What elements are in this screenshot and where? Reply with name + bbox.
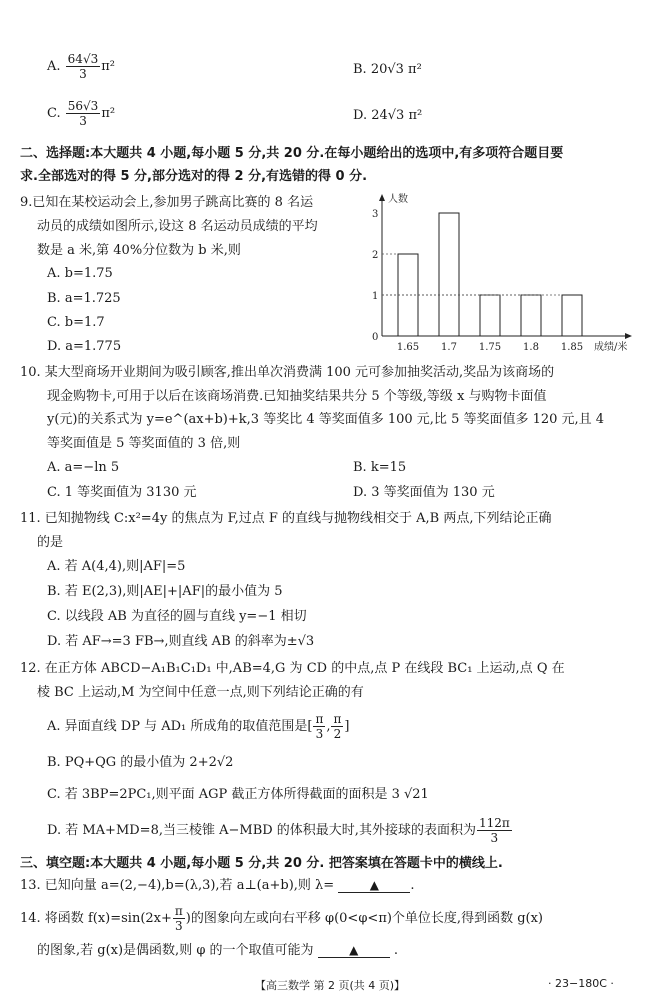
answer-blank: ▲ [318,943,390,958]
option-value: 20√3 π² [370,62,422,77]
bar [439,213,459,336]
fraction [173,904,185,933]
option-tail: π² [101,106,116,121]
fraction [313,712,325,741]
q9-option-d: D. a=1.775 [47,339,122,354]
fraction-numerator: 112π [478,816,510,830]
q9-option-b: B. a=1.725 [47,291,121,306]
y-tick-label: 2 [372,250,379,261]
x-tick-label: 1.65 [396,342,420,353]
fraction [66,99,101,128]
page-footer-code: · 23−180C · [548,977,614,990]
q9-line3: 数是 a 米,第 40%分位数为 b 米,则 [37,243,241,258]
q11-option-d: D. 若 AF→=3 FB→,则直线 AB 的斜率为±√3 [47,634,315,649]
q12-line1: 12. 在正方体 ABCD−A₁B₁C₁D₁ 中,AB=4,G 为 CD 的中点,点 P 在线段 BC₁ 上运动,点 Q 在 [20,661,565,676]
q14-line1 [20,904,543,933]
option-prev-c [47,99,115,128]
q12-option-c: C. 若 3BP=2PC₁,则平面 AGP 截正方体所得截面的面积是 3 √21 [47,787,429,802]
q10-option-b: B. k=15 [353,460,407,475]
option-text: ] [344,719,350,734]
q10-option-c: C. 1 等奖面值为 3130 元 [47,485,197,500]
x-axis-label: 成绩/米 [594,342,628,353]
option-label: D. [353,108,368,123]
bar [562,295,582,336]
q9-line1: 9.已知在某校运动会上,参加男子跳高比赛的 8 名运 [20,195,314,210]
chart-layer [372,192,632,353]
q11-option-c: C. 以线段 AB 为直径的圆与直线 y=−1 相切 [47,609,307,624]
q14-text: )的图象向左或向右平移 φ(0<φ<π)个单位长度,得到函数 g(x) [185,911,543,926]
q9-bar-chart [360,188,640,358]
q9-line2: 动员的成绩如图所示,设这 8 名运动员成绩的平均 [37,219,318,234]
option-label: A. [47,59,61,74]
option-label: C. [47,106,61,121]
option-prev-a [47,52,115,81]
x-tick-label: 1.85 [560,342,584,353]
section3-header: 三、填空题:本大题共 4 小题,每小题 5 分,共 20 分. 把答案填在答题卡中的横线上. [20,856,503,871]
option-prev-d [353,108,422,123]
option-text: A. 异面直线 DP 与 AD₁ 所成角的取值范围是[ [47,719,313,734]
q11-line1: 11. 已知抛物线 C:x²=4y 的焦点为 F,过点 F 的直线与抛物线相交于 A,B 两点,下列结论正确 [20,511,552,526]
y-tick-label: 3 [372,209,379,220]
q10-line3: y(元)的关系式为 y=e^(ax+b)+k,3 等奖比 4 等奖面值多 100 元,比 5 等奖面值多 120 元,且 4 [47,412,605,427]
fraction-denominator: 2 [333,727,342,741]
fraction [331,712,343,741]
q11-option-b: B. 若 E(2,3),则|AE|+|AF|的最小值为 5 [47,584,283,599]
q10-line1: 10. 某大型商场开业期间为吸引顾客,推出单次消费满 100 元可参加抽奖活动,奖品为该商场的 [20,365,555,380]
q14-line2 [37,940,398,961]
fraction-denominator: 3 [490,831,499,845]
q11-line2: 的是 [37,535,64,550]
q10-option-d: D. 3 等奖面值为 130 元 [353,485,495,500]
q12-option-b: B. PQ+QG 的最小值为 2+2√2 [47,755,234,770]
q12-option-a [47,712,349,741]
fraction-numerator: 56√3 [67,99,99,113]
option-text: D. 若 MA+MD=8,当三棱锥 A−MBD 的体积最大时,其外接球的表面积为 [47,823,476,838]
q13 [20,875,414,896]
y-tick-label: 0 [372,332,379,343]
q12-line2: 棱 BC 上运动,M 为空间中任意一点,则下列结论正确的有 [37,685,364,700]
separator: , [326,719,331,734]
option-tail: π² [101,59,115,74]
x-tick-label: 1.75 [478,342,502,353]
y-axis-label: 人数 [388,194,408,205]
q9-option-c: C. b=1.7 [47,315,105,330]
answer-blank: ▲ [338,878,410,893]
q10-line4: 等奖面值是 5 等奖面值的 3 倍,则 [47,436,241,451]
bar [480,295,500,336]
section2-header-line1: 二、选择题:本大题共 4 小题,每小题 5 分,共 20 分.在每小题给出的选项中,有多项符合题目要 [20,146,564,161]
fraction-numerator: π [174,904,183,918]
x-tick-label: 1.7 [441,342,457,353]
fraction-numerator: π [315,712,324,726]
option-prev-b [353,62,422,77]
y-axis-arrow [379,194,385,201]
bar [521,295,541,336]
fraction-denominator: 3 [79,114,87,128]
section2-header-line2: 求.全部选对的得 5 分,部分选对的得 2 分,有选错的得 0 分. [20,169,368,184]
q10-option-a: A. a=−ln 5 [47,460,120,475]
y-tick-label: 1 [372,291,379,302]
q9-option-a: A. b=1.75 [47,266,113,281]
page-footer-center: 【高三数学 第 2 页(共 4 页)】 [255,979,406,992]
option-value: 24√3 π² [371,108,423,123]
fraction-denominator: 3 [315,727,324,741]
q14-end: . [393,943,398,958]
q14-text: 的图象,若 g(x)是偶函数,则 φ 的一个取值可能为 [37,943,314,958]
fraction [477,816,512,845]
x-tick-label: 1.8 [523,342,539,353]
fraction [66,52,101,81]
x-axis-arrow [625,333,632,339]
fraction-denominator: 3 [79,67,87,81]
q11-option-a: A. 若 A(4,4),则|AF|=5 [47,559,186,574]
q14-text: 14. 将函数 f(x)=sin(2x+ [20,911,172,926]
q13-text: 13. 已知向量 a=(2,−4),b=(λ,3),若 a⊥(a+b),则 λ= [20,878,335,893]
fraction-denominator: 3 [175,919,183,933]
q13-end: . [410,878,415,893]
q10-line2: 现金购物卡,可用于以后在该商场消费.已知抽奖结果共分 5 个等级,等级 x 与购物卡面值 [47,389,547,404]
option-label: B. [353,62,367,77]
q12-option-d [47,816,513,845]
fraction-numerator: 64√3 [67,52,99,66]
fraction-numerator: π [333,712,342,726]
